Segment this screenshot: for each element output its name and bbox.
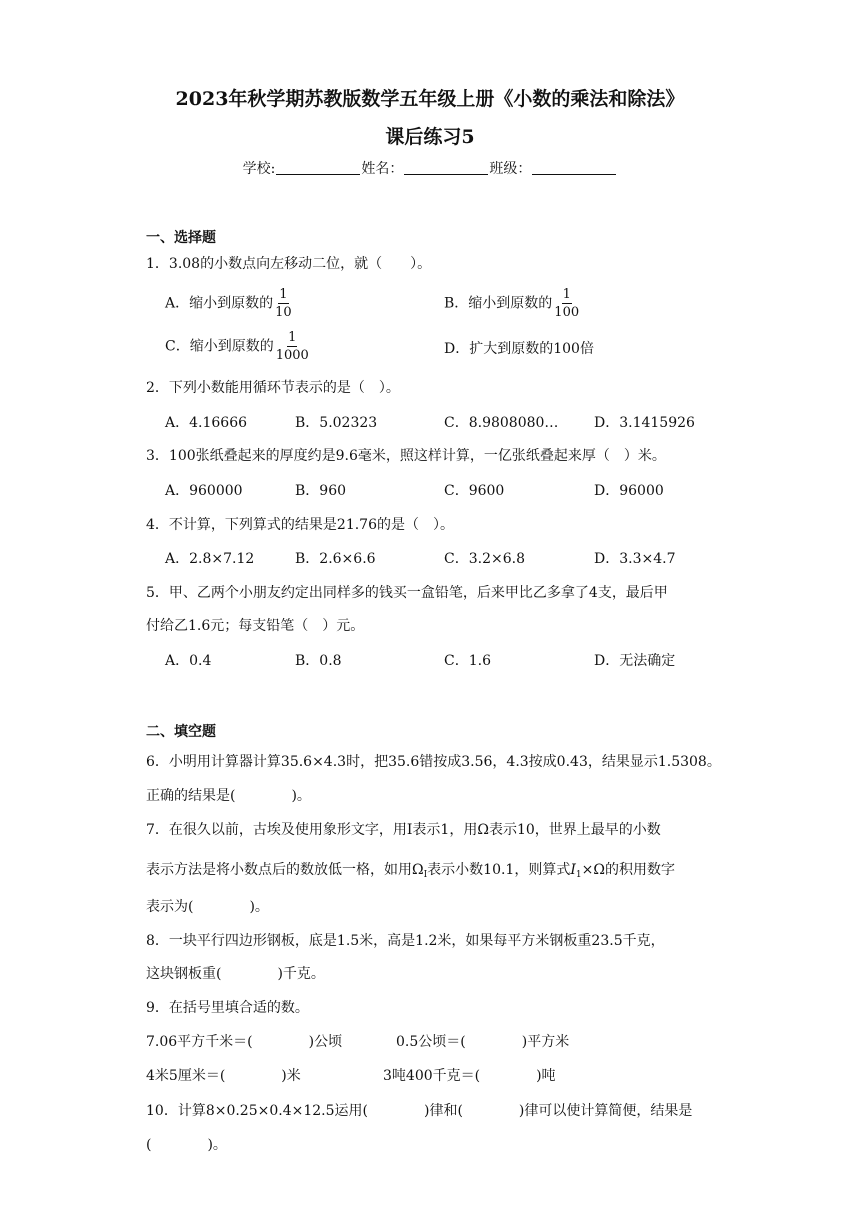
section-choice-heading: 一、选择题 <box>146 230 216 246</box>
q7-text-b: 表示小数10.1，则算式 <box>427 862 571 878</box>
question-10-line1: 10．计算8×0.25×0.4×12.5运用( )律和( )律可以使计算简便，结果是 <box>146 1103 693 1119</box>
question-3-option-b: B．960 <box>295 483 347 499</box>
question-1-option-d: D．扩大到原数的100倍 <box>444 341 594 357</box>
option-c-text: C．缩小到原数的 <box>165 338 274 355</box>
omega-subscript: I <box>423 870 428 880</box>
question-6-line2: 正确的结果是( )。 <box>146 788 311 804</box>
question-5-option-c: C．1.6 <box>444 653 491 669</box>
page-title-line2: 课后练习5 <box>385 126 475 148</box>
question-7-line2 <box>146 859 675 880</box>
q7-text-c: ×Ω的积用数字 <box>581 862 675 878</box>
question-3-option-a: A．960000 <box>165 483 243 499</box>
q7-text-a: 表示方法是将小数点后的数放低一格，如用 <box>146 862 412 878</box>
question-9-item-a: 7.06平方千米＝( )公顷 <box>146 1034 343 1050</box>
question-4-stem: 4．不计算，下列算式的结果是21.76的是（ ）。 <box>146 517 454 533</box>
question-9-stem: 9．在括号里填合适的数。 <box>146 1000 309 1016</box>
question-5-stem-line1: 5．甲、乙两个小朋友约定出同样多的钱买一盒铅笔，后来甲比乙多拿了4支，最后甲 <box>146 585 668 601</box>
question-4-option-a: A．2.8×7.12 <box>165 551 255 567</box>
question-4-option-b: B．2.6×6.6 <box>295 551 376 567</box>
question-3-stem: 3．100张纸叠起来的厚度约是9.6毫米，照这样计算，一亿张纸叠起来厚（ ）米。 <box>146 448 666 464</box>
option-b-text: B．缩小到原数的 <box>444 295 553 312</box>
fraction-one-hundredth: $\frac{1}{100}$ <box>554 287 580 320</box>
question-1-stem: 1．3.08的小数点向左移动二位，就（ ）。 <box>146 256 432 272</box>
option-a-text: A．缩小到原数的 <box>165 295 274 312</box>
name-label: 姓名： <box>361 161 404 177</box>
question-10-line2: ( )。 <box>146 1137 227 1153</box>
question-5-option-d: D．无法确定 <box>594 653 676 669</box>
omega-symbol: Ω <box>412 862 424 878</box>
question-4-option-c: C．3.2×6.8 <box>444 551 525 567</box>
question-8-line2: 这块钢板重( )千克。 <box>146 966 325 982</box>
question-5-stem-line2: 付给乙1.6元；每支铅笔（ ）元。 <box>146 618 365 634</box>
question-1-option-a <box>165 286 293 321</box>
name-blank[interactable] <box>404 160 488 175</box>
question-5-option-a: A．0.4 <box>165 653 212 669</box>
fraction-one-tenth: $\frac{1}{10}$ <box>275 287 292 320</box>
student-info-line <box>0 158 860 178</box>
class-blank[interactable] <box>532 160 616 175</box>
question-7-line1: 7．在很久以前，古埃及使用象形文字，用I表示1，用Ω表示10，世界上最早的小数 <box>146 822 661 838</box>
question-1-option-b <box>444 286 580 321</box>
question-2-option-d: D．3.1415926 <box>594 415 695 431</box>
question-5-option-b: B．0.8 <box>295 653 342 669</box>
question-2-option-c: C．8.9808080… <box>444 415 559 431</box>
question-2-option-b: B．5.02323 <box>295 415 378 431</box>
section-fill-heading: 二、填空题 <box>146 724 216 740</box>
school-blank[interactable] <box>276 160 360 175</box>
question-9-item-d: 3吨400千克＝( )吨 <box>383 1068 556 1084</box>
school-label: 学校: <box>242 161 276 177</box>
question-2-option-a: A．4.16666 <box>165 415 248 431</box>
question-8-line1: 8．一块平行四边形钢板，底是1.5米，高是1.2米，如果每平方米钢板重23.5千克， <box>146 933 665 949</box>
question-7-line3: 表示为( )。 <box>146 899 269 915</box>
i-symbol: I <box>570 862 576 878</box>
question-6-line1: 6．小明用计算器计算35.6×4.3时，把35.6错按成3.56，4.3按成0.43，结果显示1.5308。 <box>146 754 721 770</box>
question-3-option-d: D．96000 <box>594 483 664 499</box>
question-9-item-b: 0.5公顷＝( )平方米 <box>396 1034 570 1050</box>
question-4-option-d: D．3.3×4.7 <box>594 551 676 567</box>
question-1-option-c <box>165 329 310 364</box>
fraction-one-thousandth: $\frac{1}{1000}$ <box>275 330 309 363</box>
class-label: 班级： <box>489 161 532 177</box>
page-title-line1: 2023年秋学期苏教版数学五年级上册《小数的乘法和除法》 <box>175 88 685 110</box>
question-9-item-c: 4米5厘米＝( )米 <box>146 1068 301 1084</box>
i-subscript: 1 <box>575 870 582 880</box>
question-2-stem: 2．下列小数能用循环节表示的是（ ）。 <box>146 380 400 396</box>
question-3-option-c: C．9600 <box>444 483 505 499</box>
